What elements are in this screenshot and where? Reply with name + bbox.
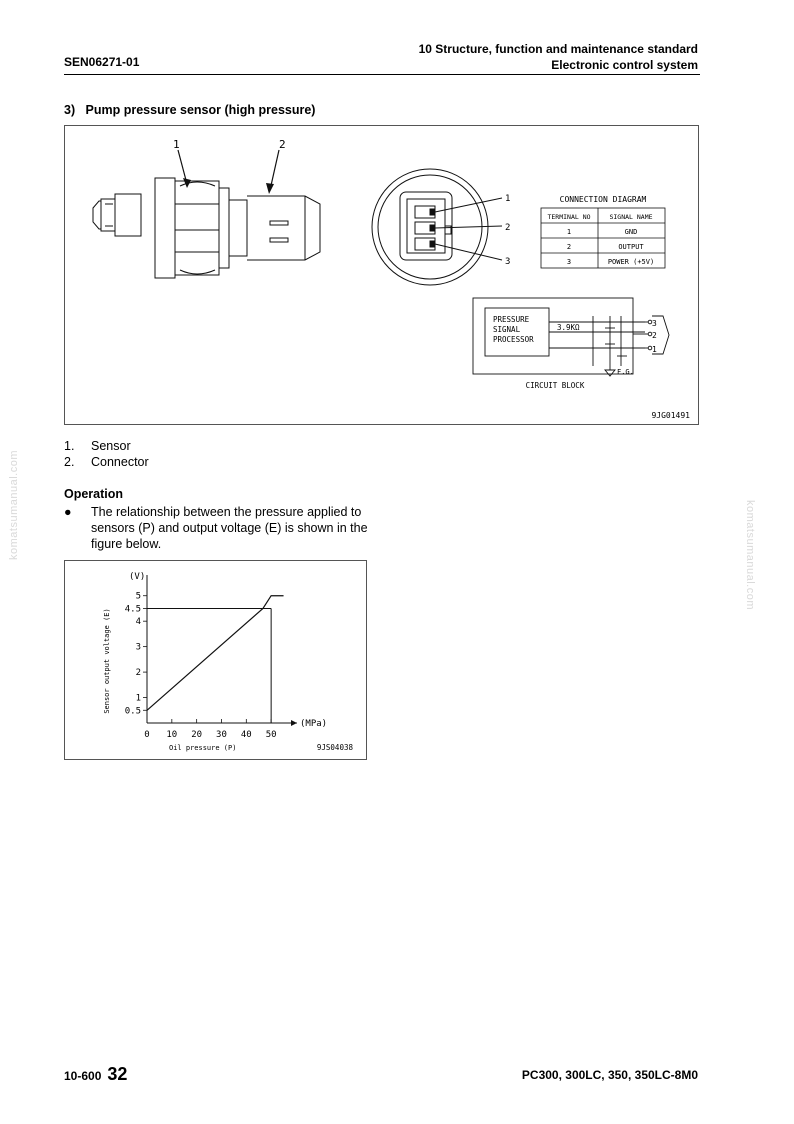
y-tick-label: 2 (135, 668, 141, 679)
terminal-3: 3 (652, 319, 657, 328)
x-axis-label: Oil pressure (P) (169, 744, 237, 752)
page-prefix: 10-600 (64, 1069, 102, 1083)
x-tick-label: 40 (240, 730, 252, 740)
processor-label: SIGNAL (493, 325, 521, 334)
voltage-chart-svg (65, 561, 368, 761)
page-num: 32 (107, 1064, 128, 1084)
header-rule (64, 74, 700, 75)
x-tick-label: 50 (265, 730, 277, 740)
sensor-figure-drawing (65, 126, 700, 426)
table-cell: 2 (566, 243, 572, 251)
y-tick-label: 4.5 (124, 604, 141, 615)
watermark-left: komatsumanual.com (8, 450, 20, 560)
processor-label: PROCESSOR (493, 335, 534, 344)
x-tick-label: 30 (216, 730, 227, 740)
terminal-1: 1 (652, 345, 657, 354)
processor-label: PRESSURE (493, 315, 530, 324)
model-list: PC300, 300LC, 350, 350LC-8M0 (521, 1068, 698, 1082)
watermark-right: komatsumanual.com (744, 500, 756, 610)
y-axis-unit: (V) (129, 572, 146, 582)
y-tick-label: 4 (135, 617, 141, 628)
voltage-series-line (147, 596, 284, 711)
bullet-icon: ● (64, 505, 72, 519)
y-axis-label: Sensor output voltage (E) (103, 608, 111, 714)
table-cell: GND (624, 228, 638, 236)
callout-2 (266, 138, 286, 194)
x-axis-arrow (291, 720, 297, 726)
chart-figure-code: 9JS04038 (316, 743, 353, 752)
connection-diagram-title: CONNECTION DIAGRAM (559, 195, 647, 204)
section-header-line1: 10 Structure, function and maintenance standard (418, 42, 698, 56)
y-tick-label: 5 (135, 591, 141, 602)
operation-text: The relationship between the pressure applied to sensors (P) and output voltage (E) is shown in the figure below. (91, 505, 368, 551)
table-cell: OUTPUT (618, 243, 644, 251)
x-tick-label: 0 (144, 730, 150, 740)
voltage-chart (64, 560, 367, 760)
legend-item: 2. Connector (64, 455, 149, 469)
section-header (419, 41, 698, 73)
page-number (64, 1064, 127, 1085)
svg-text:1: 1 (173, 138, 180, 151)
terminal-2: 2 (652, 331, 657, 340)
pin-label-2: 2 (505, 223, 511, 233)
section-title: 3) Pump pressure sensor (high pressure) (64, 103, 316, 117)
figure-code: 9JG01491 (651, 411, 690, 420)
svg-text:2: 2 (279, 138, 286, 151)
y-tick-label: 1 (135, 693, 141, 704)
connector-face-view (372, 169, 502, 285)
pin-label-1: 1 (505, 194, 511, 204)
table-cell: 1 (566, 228, 572, 236)
x-tick-label: 10 (166, 730, 178, 740)
frame-ground-label: F.G. (617, 368, 634, 376)
x-tick-label: 20 (191, 730, 203, 740)
section-header-line2: Electronic control system (551, 58, 698, 72)
table-cell: 3 (566, 258, 572, 266)
y-tick-label: 3 (135, 642, 141, 653)
operation-paragraph (64, 504, 384, 552)
table-cell: POWER (+5V) (607, 258, 655, 266)
pin-label-3: 3 (505, 257, 511, 267)
table-header-signal: SIGNAL NAME (609, 213, 653, 221)
table-header-terminal: TERMINAL NO (547, 213, 591, 221)
y-tick-label: 0.5 (124, 706, 141, 717)
operation-heading: Operation (64, 487, 124, 501)
circuit-block-caption: CIRCUIT BLOCK (525, 381, 585, 390)
legend-item: 1. Sensor (64, 439, 131, 453)
sensor-figure (64, 125, 699, 425)
resistor-label: 3.9KΩ (557, 323, 580, 332)
sensor-side-view (93, 178, 320, 278)
figure-legend (64, 438, 149, 470)
document-code: SEN06271-01 (64, 55, 140, 69)
x-axis-unit: (MPa) (300, 719, 328, 729)
